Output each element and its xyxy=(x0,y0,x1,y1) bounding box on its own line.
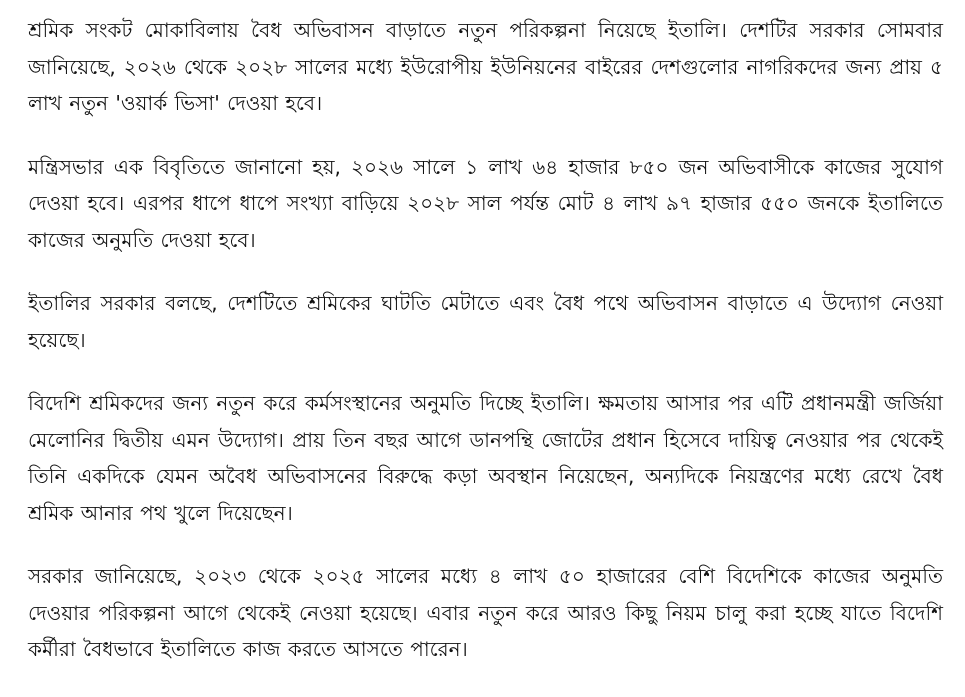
paragraph-4: বিদেশি শ্রমিকদের জন্য নতুন করে কর্মসংস্থানের অনুমতি দিচ্ছে ইতালি। ক্ষমতায় আসার পর এটি প্রধানমন্ত্রী জর্জিয়া মেলোনির দ্বিতীয় এমন উদ্যোগ। প্রায় তিন বছর আগে ডানপন্থি জোটের প্রধান হিসেবে দায়িত্ব নেওয়ার পর থেকেই তিনি একদিকে যেমন অবৈধ অভিবাসনের বিরুদ্ধে কড়া অবস্থান নিয়েছেন, অন্যদিকে নিয়ন্ত্রণের মধ্যে রেখে বৈধ শ্রমিক আনার পথ খুলে দিয়েছেন। xyxy=(28,391,943,525)
paragraph-5: সরকার জানিয়েছে, ২০২৩ থেকে ২০২৫ সালের মধ্যে ৪ লাখ ৫০ হাজারের বেশি বিদেশিকে কাজের অনুমতি দেওয়ার পরিকল্পনা আগে থেকেই নেওয়া হয়েছে। এবার নতুন করে আরও কিছু নিয়ম চালু করা হচ্ছে যাতে বিদেশি কর্মীরা বৈধভাবে ইতালিতে কাজ করতে আসতে পারেন। xyxy=(28,564,943,661)
paragraph-3: ইতালির সরকার বলছে, দেশটিতে শ্রমিকের ঘাটতি মেটাতে এবং বৈধ পথে অভিবাসন বাড়াতে এ উদ্যোগ নেওয়া হয়েছে। xyxy=(28,291,943,352)
paragraph-1: শ্রমিক সংকট মোকাবিলায় বৈধ অভিবাসন বাড়াতে নতুন পরিকল্পনা নিয়েছে ইতালি। দেশটির সরকার সোমবার জানিয়েছে, ২০২৬ থেকে ২০২৮ সালের মধ্যে ইউরোপীয় ইউনিয়নের বাইরের দেশগুলোর নাগরিকদের জন্য প্রায় ৫ লাখ নতুন 'ওয়ার্ক ভিসা' দেওয়া হবে। xyxy=(28,18,943,115)
paragraph-2: মন্ত্রিসভার এক বিবৃতিতে জানানো হয়, ২০২৬ সালে ১ লাখ ৬৪ হাজার ৮৫০ জন অভিবাসীকে কাজের সুযোগ দেওয়া হবে। এরপর ধাপে ধাপে সংখ্যা বাড়িয়ে ২০২৮ সাল পর্যন্ত মোট ৪ লাখ ৯৭ হাজার ৫৫০ জনকে ইতালিতে কাজের অনুমতি দেওয়া হবে। xyxy=(28,154,943,252)
